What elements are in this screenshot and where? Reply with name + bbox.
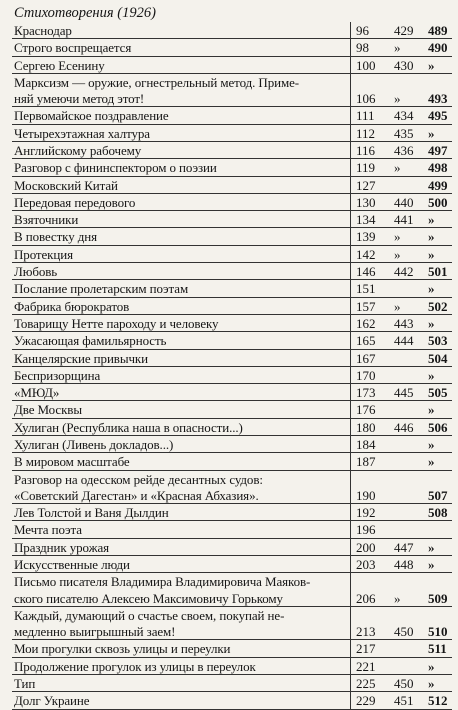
entry-title: «МЮД» <box>14 385 60 401</box>
page-col-2: » <box>394 160 401 176</box>
page-col-1: 192 <box>356 505 376 521</box>
page-col-2: 441 <box>394 212 414 228</box>
page-col-1: 170 <box>356 367 376 383</box>
page-col-2: 435 <box>394 125 414 141</box>
entry-title: Мои прогулки сквозь улицы и переулки <box>14 641 231 657</box>
page-col-2: 450 <box>394 675 414 691</box>
contents-entry <box>12 159 452 176</box>
contents-entry <box>12 74 452 108</box>
entry-title: В мировом масштабе <box>14 454 130 470</box>
page-col-3: 489 <box>428 23 448 38</box>
contents-entry <box>12 521 452 538</box>
page-col-1: 157 <box>356 298 376 314</box>
page-col-1: 162 <box>356 315 376 331</box>
page-col-1: 146 <box>356 264 376 280</box>
page-col-1: 221 <box>356 658 376 674</box>
page-col-1: 165 <box>356 333 376 349</box>
entry-title: Протекция <box>14 246 73 262</box>
page-col-1: 119 <box>356 160 376 176</box>
page-col-1: 213 <box>356 624 376 639</box>
section-heading: Стихотворения (1926) <box>14 5 156 21</box>
entry-title: Искусственные люди <box>14 557 130 573</box>
page-col-1: 96 <box>356 23 369 38</box>
contents-entry <box>12 194 452 211</box>
contents-entry <box>12 125 452 142</box>
entry-title: Английскому рабочему <box>14 142 142 158</box>
page-col-3: 506 <box>428 419 448 435</box>
page-col-2: 430 <box>394 57 414 73</box>
page-col-3: » <box>428 557 435 573</box>
contents-entry <box>12 315 452 332</box>
page-col-2: 434 <box>394 108 414 124</box>
contents-entry <box>12 298 452 315</box>
page-col-1: 225 <box>356 675 376 691</box>
entry-title: Московский Китай <box>14 177 118 193</box>
contents-entry <box>12 263 452 280</box>
page-col-2: 448 <box>394 557 414 573</box>
page-col-3: » <box>428 658 435 674</box>
entry-title-continued: няй умеючи метод этот! <box>14 91 145 107</box>
page-col-2: 444 <box>394 333 414 349</box>
entry-title: Сергею Есенину <box>14 57 105 73</box>
page-col-2: 429 <box>394 23 414 38</box>
entry-title-continued: «Советский Дагестан» и «Красная Абхазия». <box>14 488 259 504</box>
entry-title: Послание пролетарским поэтам <box>14 281 189 297</box>
page-col-1: 173 <box>356 385 376 401</box>
contents-entry <box>12 332 452 349</box>
entry-title: Каждый, думающий о счастье своем, покупай не- <box>14 607 285 623</box>
entry-title: Мечта поэта <box>14 522 82 538</box>
page-col-2: » <box>394 298 401 314</box>
page-col-2: 451 <box>394 693 414 709</box>
page-col-1: 217 <box>356 641 376 657</box>
page-col-3: » <box>428 57 435 73</box>
page-col-2: » <box>394 91 401 107</box>
entry-title: Разговор с фининспектором о поэзии <box>14 160 217 176</box>
page-col-1: 98 <box>356 40 369 56</box>
page-col-2: 446 <box>394 419 414 435</box>
page-col-3: » <box>428 454 435 470</box>
page-col-1: 134 <box>356 212 376 228</box>
entry-title: Хулиган (Республика наша в опасности...) <box>14 419 243 435</box>
page-col-2: » <box>394 246 401 262</box>
page-col-3: 498 <box>428 160 448 176</box>
entry-title: Беспризорщина <box>14 367 101 383</box>
page-col-1: 116 <box>356 142 376 158</box>
entry-title: Фабрика бюрократов <box>14 298 130 314</box>
contents-entry <box>12 39 452 56</box>
page-col-3: 504 <box>428 350 448 366</box>
page-col-3: » <box>428 315 435 331</box>
page-col-3: 499 <box>428 177 448 193</box>
page-col-3: 505 <box>428 385 448 401</box>
contents-entry <box>12 142 452 159</box>
page-col-3: 495 <box>428 108 448 124</box>
entry-title: Марксизм — оружие, огнестрельный метод. Приме- <box>14 74 299 90</box>
page-col-3: 512 <box>428 693 448 709</box>
contents-entry <box>12 419 452 436</box>
page-col-2: 450 <box>394 624 414 639</box>
contents-entry <box>12 211 452 228</box>
entry-title: Разговор на одесском рейде десантных судов: <box>14 471 263 487</box>
page-col-2: » <box>394 229 401 245</box>
entry-title-continued: ского писателю Алексею Максимовичу Горькому <box>14 590 283 606</box>
page-col-2: 440 <box>394 194 414 210</box>
entry-title: Взяточники <box>14 212 79 228</box>
page-col-3: 493 <box>428 91 448 107</box>
page-col-3: 511 <box>428 641 447 657</box>
page-col-2: 442 <box>394 264 414 280</box>
contents-entry <box>12 228 452 245</box>
page-col-3: » <box>428 675 435 691</box>
contents-entry <box>12 436 452 453</box>
entry-title: Первомайское поздравление <box>14 108 169 124</box>
page-col-3: » <box>428 246 435 262</box>
entry-title-continued: медленно выигрышный заем! <box>14 624 176 640</box>
entry-title: Передовая передового <box>14 194 136 210</box>
page-col-3: 497 <box>428 142 448 158</box>
page-col-1: 142 <box>356 246 376 262</box>
page-col-1: 130 <box>356 194 376 210</box>
contents-entry <box>12 471 452 505</box>
entry-title: Хулиган (Ливень докладов...) <box>14 437 174 453</box>
page-col-3: » <box>428 539 435 555</box>
entry-title: В повестку дня <box>14 229 98 245</box>
contents-entry <box>12 692 452 709</box>
contents-entry <box>12 556 452 573</box>
contents-entry <box>12 246 452 263</box>
page-col-3: 510 <box>428 624 448 639</box>
contents-entry <box>12 504 452 521</box>
page-col-3: 508 <box>428 505 448 521</box>
page-col-3: 507 <box>428 487 448 503</box>
page-col-1: 184 <box>356 437 376 453</box>
page-col-3: 501 <box>428 264 448 280</box>
page-col-1: 190 <box>356 487 376 503</box>
page-col-1: 139 <box>356 229 376 245</box>
page-col-3: » <box>428 437 435 453</box>
page-col-1: 100 <box>356 57 376 73</box>
entry-title: Письмо писателя Владимира Владимировича Маяков- <box>14 574 311 590</box>
contents-entry <box>12 57 452 74</box>
entry-title: Краснодар <box>14 23 72 38</box>
contents-entry <box>12 640 452 657</box>
page-col-1: 229 <box>356 693 376 709</box>
contents-entry <box>12 573 452 607</box>
page-col-2: 445 <box>394 385 414 401</box>
page-col-1: 167 <box>356 350 376 366</box>
contents-entry <box>12 367 452 384</box>
page-col-1: 203 <box>356 557 376 573</box>
contents-entry <box>12 280 452 297</box>
contents-list <box>12 22 452 710</box>
page-col-1: 106 <box>356 91 376 107</box>
contents-entry <box>12 384 452 401</box>
contents-entry <box>12 22 452 39</box>
page-col-3: 509 <box>428 590 448 606</box>
page-col-1: 206 <box>356 590 376 606</box>
contents-entry <box>12 453 452 470</box>
entry-title: Канцелярские привычки <box>14 350 148 366</box>
page-col-3: » <box>428 367 435 383</box>
page-col-1: 200 <box>356 539 376 555</box>
page-col-2: 443 <box>394 315 414 331</box>
entry-title: Праздник урожая <box>14 539 110 555</box>
entry-title: Продолжение прогулок из улицы в переулок <box>14 658 256 674</box>
entry-title: Четырехэтажная халтура <box>14 125 150 141</box>
page-col-3: 502 <box>428 298 448 314</box>
page-col-1: 196 <box>356 522 376 538</box>
contents-entry <box>12 350 452 367</box>
contents-entry <box>12 177 452 194</box>
page-col-1: 176 <box>356 402 376 418</box>
page-col-2: 447 <box>394 539 414 555</box>
page-col-1: 187 <box>356 454 376 470</box>
page-col-3: » <box>428 281 435 297</box>
entry-title: Две Москвы <box>14 402 82 418</box>
page-col-3: » <box>428 212 435 228</box>
contents-entry <box>12 107 452 124</box>
contents-entry <box>12 675 452 692</box>
page-col-1: 180 <box>356 419 376 435</box>
entry-title: Строго воспрещается <box>14 40 132 56</box>
entry-title: Любовь <box>14 264 58 280</box>
page-col-2: 436 <box>394 142 414 158</box>
page-col-2: » <box>394 590 401 606</box>
page-col-1: 111 <box>356 108 375 124</box>
column-divider <box>350 22 351 710</box>
page-col-2: » <box>394 40 401 56</box>
page-col-1: 112 <box>356 125 376 141</box>
contents-entry <box>12 607 452 641</box>
page-col-1: 127 <box>356 177 376 193</box>
contents-entry <box>12 401 452 418</box>
entry-title: Товарищу Нетте пароходу и человеку <box>14 315 219 331</box>
entry-title: Лев Толстой и Ваня Дылдин <box>14 505 169 521</box>
entry-title: Долг Украине <box>14 693 90 709</box>
page-col-3: 490 <box>428 40 448 56</box>
page-col-3: 500 <box>428 194 448 210</box>
page-col-3: » <box>428 125 435 141</box>
page-col-3: » <box>428 402 435 418</box>
entry-title: Ужасающая фамильярность <box>14 333 167 349</box>
contents-entry <box>12 658 452 675</box>
page-col-1: 151 <box>356 281 376 297</box>
contents-entry <box>12 539 452 556</box>
entry-title: Тип <box>14 675 36 691</box>
page-col-3: 503 <box>428 333 448 349</box>
page-col-3: » <box>428 229 435 245</box>
